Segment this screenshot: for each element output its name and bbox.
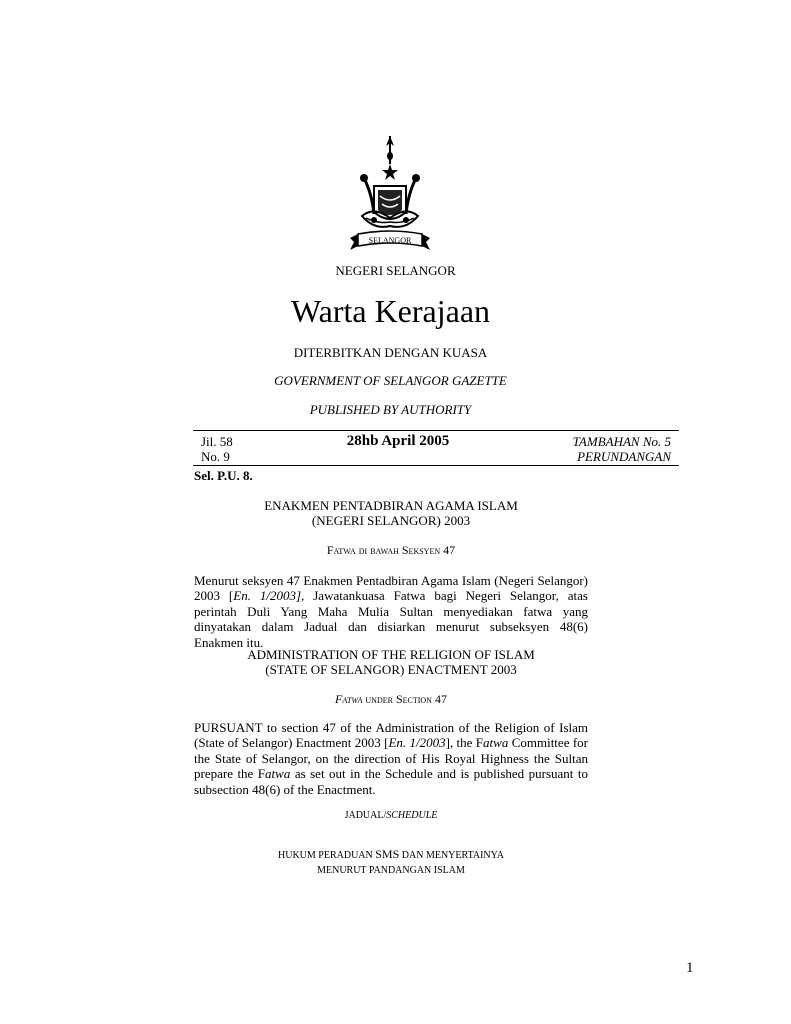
malay-subheading-number: 47 xyxy=(443,543,456,557)
issue-top-rule xyxy=(193,430,679,431)
masthead-line-2: GOVERNMENT OF SELANGOR GAZETTE xyxy=(274,373,507,388)
english-paragraph xyxy=(194,720,588,797)
english-subheading xyxy=(194,692,588,707)
malay-subheading xyxy=(194,543,588,558)
english-para-text-4: as set out in the Schedule and is published pursuant to subsection 48(6) of the Enactment. xyxy=(194,766,588,797)
gazette-title: Warta Kerajaan xyxy=(290,293,491,329)
supplement-number: TAMBAHAN No. 5 xyxy=(572,434,671,449)
schedule-title-1c: DAN MENYERTAINYA xyxy=(401,850,504,861)
masthead-line-3: PUBLISHED BY AUTHORITY xyxy=(309,402,472,417)
english-heading-1: ADMINISTRATION OF THE RELIGION OF ISLAM xyxy=(247,647,535,662)
english-subheading-italic: Fatwa xyxy=(335,692,363,706)
reference-number: Sel. P.U. 8. xyxy=(194,468,253,483)
schedule-label-english: SCHEDULE xyxy=(386,810,438,821)
issue-date: 28hb April 2005 xyxy=(346,433,450,449)
schedule-title-1b: SMS xyxy=(375,847,400,861)
english-para-italic-1: En. 1/2003 xyxy=(388,735,446,751)
english-para-text-1: PURSUANT to section 47 of the Administration of the Religion of Islam (State of Selangor) Enactment 2003 [ xyxy=(194,720,588,751)
english-para-italic-3: atwa xyxy=(265,766,291,782)
schedule-title-2: MENURUT PANDANGAN ISLAM xyxy=(317,865,465,876)
english-subheading-text: under Section xyxy=(362,692,432,706)
volume-number: Jil. 58 xyxy=(201,434,233,449)
schedule-label xyxy=(194,810,588,821)
english-para-italic-2: atwa xyxy=(483,735,509,751)
issue-bottom-rule xyxy=(193,465,679,466)
masthead-line-1: DITERBITKAN DENGAN KUASA xyxy=(293,345,488,360)
malay-paragraph xyxy=(194,573,588,650)
schedule-title-1a: HUKUM PERADUAN xyxy=(278,850,373,861)
malay-para-italic: En. 1/2003], xyxy=(233,588,305,604)
malay-heading-1: ENAKMEN PENTADBIRAN AGAMA ISLAM xyxy=(264,498,518,513)
malay-para-text-1: Menurut seksyen 47 Enakmen Pentadbiran Agama Islam (Negeri Selangor) 2003 [ xyxy=(194,573,588,604)
malay-subheading-text: Fatwa di bawah Seksyen xyxy=(326,543,441,557)
malay-heading-2: (NEGERI SELANGOR) 2003 xyxy=(311,513,471,528)
state-name: NEGERI SELANGOR xyxy=(335,263,456,278)
english-para-text-2: ], the F xyxy=(445,735,484,751)
schedule-label-malay: JADUAL/ xyxy=(344,810,387,821)
english-para-text-3: Committee for the State of Selangor, on the direction of His Royal Highness the Sultan prepare the F xyxy=(194,735,588,782)
schedule-title-1 xyxy=(194,847,588,862)
english-heading-2: (STATE OF SELANGOR) ENACTMENT 2003 xyxy=(265,662,517,677)
supplement-type: PERUNDANGAN xyxy=(577,449,671,464)
selangor-crest-icon xyxy=(344,134,436,260)
english-subheading-number: 47 xyxy=(434,692,447,706)
page-number: 1 xyxy=(686,960,694,976)
crest-scroll-text: SELANGOR xyxy=(368,236,412,245)
issue-number: No. 9 xyxy=(201,449,230,464)
malay-para-text-2: Jawatankuasa Fatwa bagi Negeri Selangor, atas perintah Duli Yang Maha Mulia Sultan menyediakan fatwa yang dinyatakan dalam Jadual dan disiarkan menurut subseksyen 48(6) Enakmen itu. xyxy=(194,588,588,650)
